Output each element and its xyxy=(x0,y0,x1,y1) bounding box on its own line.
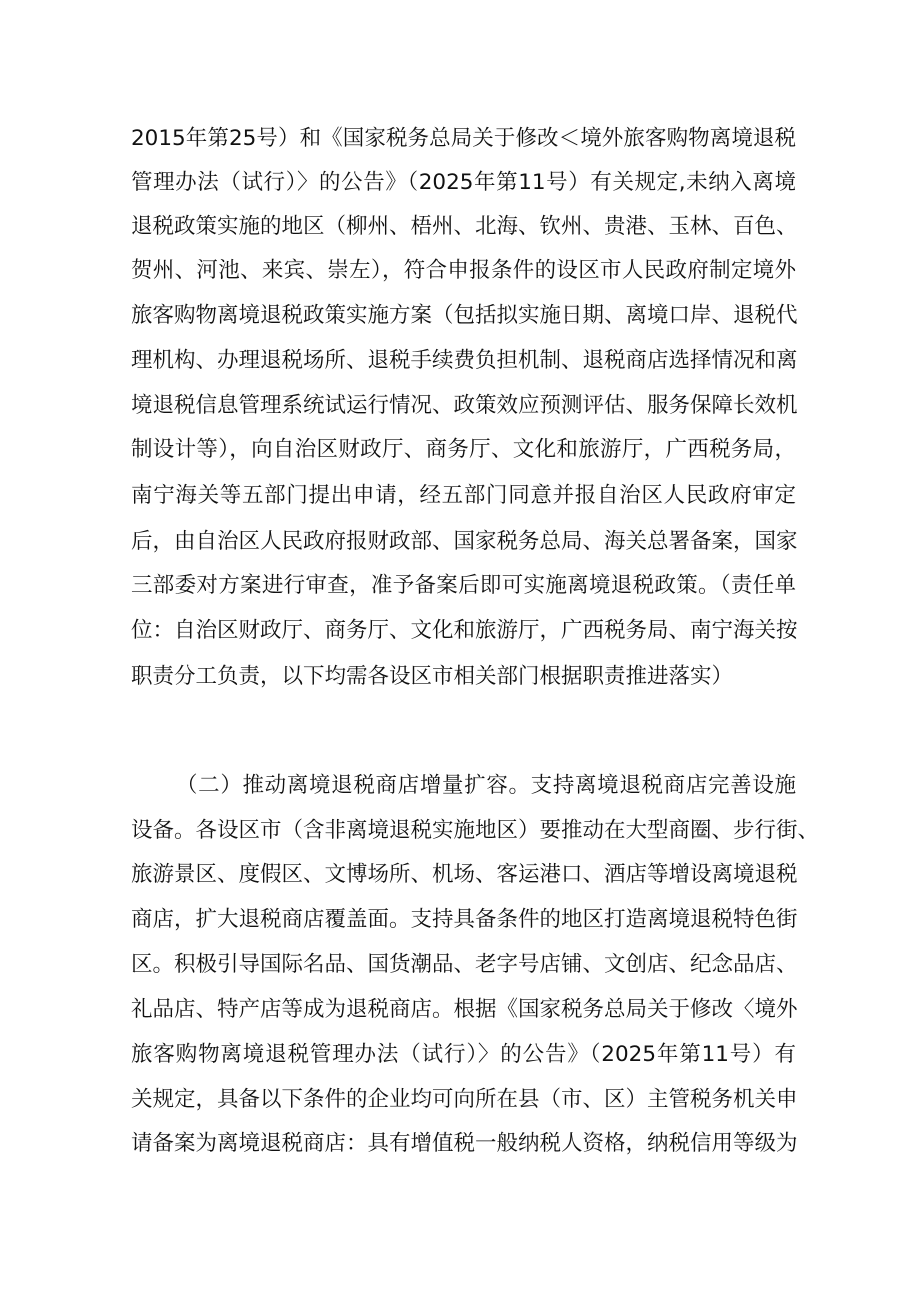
text-line: 南宁海关等五部门提出申请，经五部门同意并报自治区人民政府审定 xyxy=(131,483,796,508)
text-line: 退税政策实施的地区（柳州、梧州、北海、钦州、贵港、玉林、百色、 xyxy=(131,214,798,239)
text-line: 后，由自治区人民政府报财政部、国家税务总局、海关总署备案，国家 xyxy=(131,529,798,554)
text-line: 旅客购物离境退税管理办法（试行）〉的公告》（2025年第11号）有 xyxy=(131,1042,796,1067)
text-line: 2015年第25号）和《国家税务总局关于修改＜境外旅客购物离境退税 xyxy=(131,126,796,151)
text-line: 位：自治区财政厅、商务厅、文化和旅游厅，广西税务局、南宁海关按 xyxy=(131,618,798,643)
text-line: 境退税信息管理系统试运行情况、政策效应预测评估、服务保障长效机 xyxy=(131,393,798,418)
text-line: 旅游景区、度假区、文博场所、机场、客运港口、酒店等增设离境退税 xyxy=(131,862,798,887)
text-line: 设备。各设区市（含非离境退税实施地区）要推动在大型商圈、步行街、 xyxy=(131,818,820,843)
text-line: 请备案为离境退税商店：具有增值税一般纳税人资格，纳税信用等级为 xyxy=(131,1131,798,1156)
text-line: 旅客购物离境退税政策实施方案（包括拟实施日期、离境口岸、退税代 xyxy=(131,303,798,328)
text-line: 管理办法（试行）〉的公告》（2025年第11号）有关规定,未纳入离境 xyxy=(131,170,796,195)
text-line: 商店，扩大退税商店覆盖面。支持具备条件的地区打造离境退税特色街 xyxy=(131,907,798,932)
text-line: 礼品店、特产店等成为退税商店。根据《国家税务总局关于修改〈境外 xyxy=(131,997,798,1022)
text-line: 理机构、办理退税场所、退税手续费负担机制、退税商店选择情况和离 xyxy=(131,348,798,373)
text-line: 关规定，具备以下条件的企业均可向所在县（市、区）主管税务机关申 xyxy=(131,1087,798,1112)
text-line: 制设计等），向自治区财政厅、商务厅、文化和旅游厅，广西税务局， xyxy=(131,437,796,462)
text-line: 贺州、河池、来宾、崇左），符合申报条件的设区市人民政府制定境外 xyxy=(131,258,796,283)
section-heading-line: （二）推动离境退税商店增量扩容。支持离境退税商店完善设施 xyxy=(176,773,796,798)
text-line: 区。积极引导国际名品、国货潮品、老字号店铺、文创店、纪念品店、 xyxy=(131,952,798,977)
text-line: 三部委对方案进行审查，准予备案后即可实施离境退税政策。（责任单 xyxy=(131,573,796,598)
text-line: 职责分工负责，以下均需各设区市相关部门根据职责推进落实） xyxy=(131,664,734,689)
